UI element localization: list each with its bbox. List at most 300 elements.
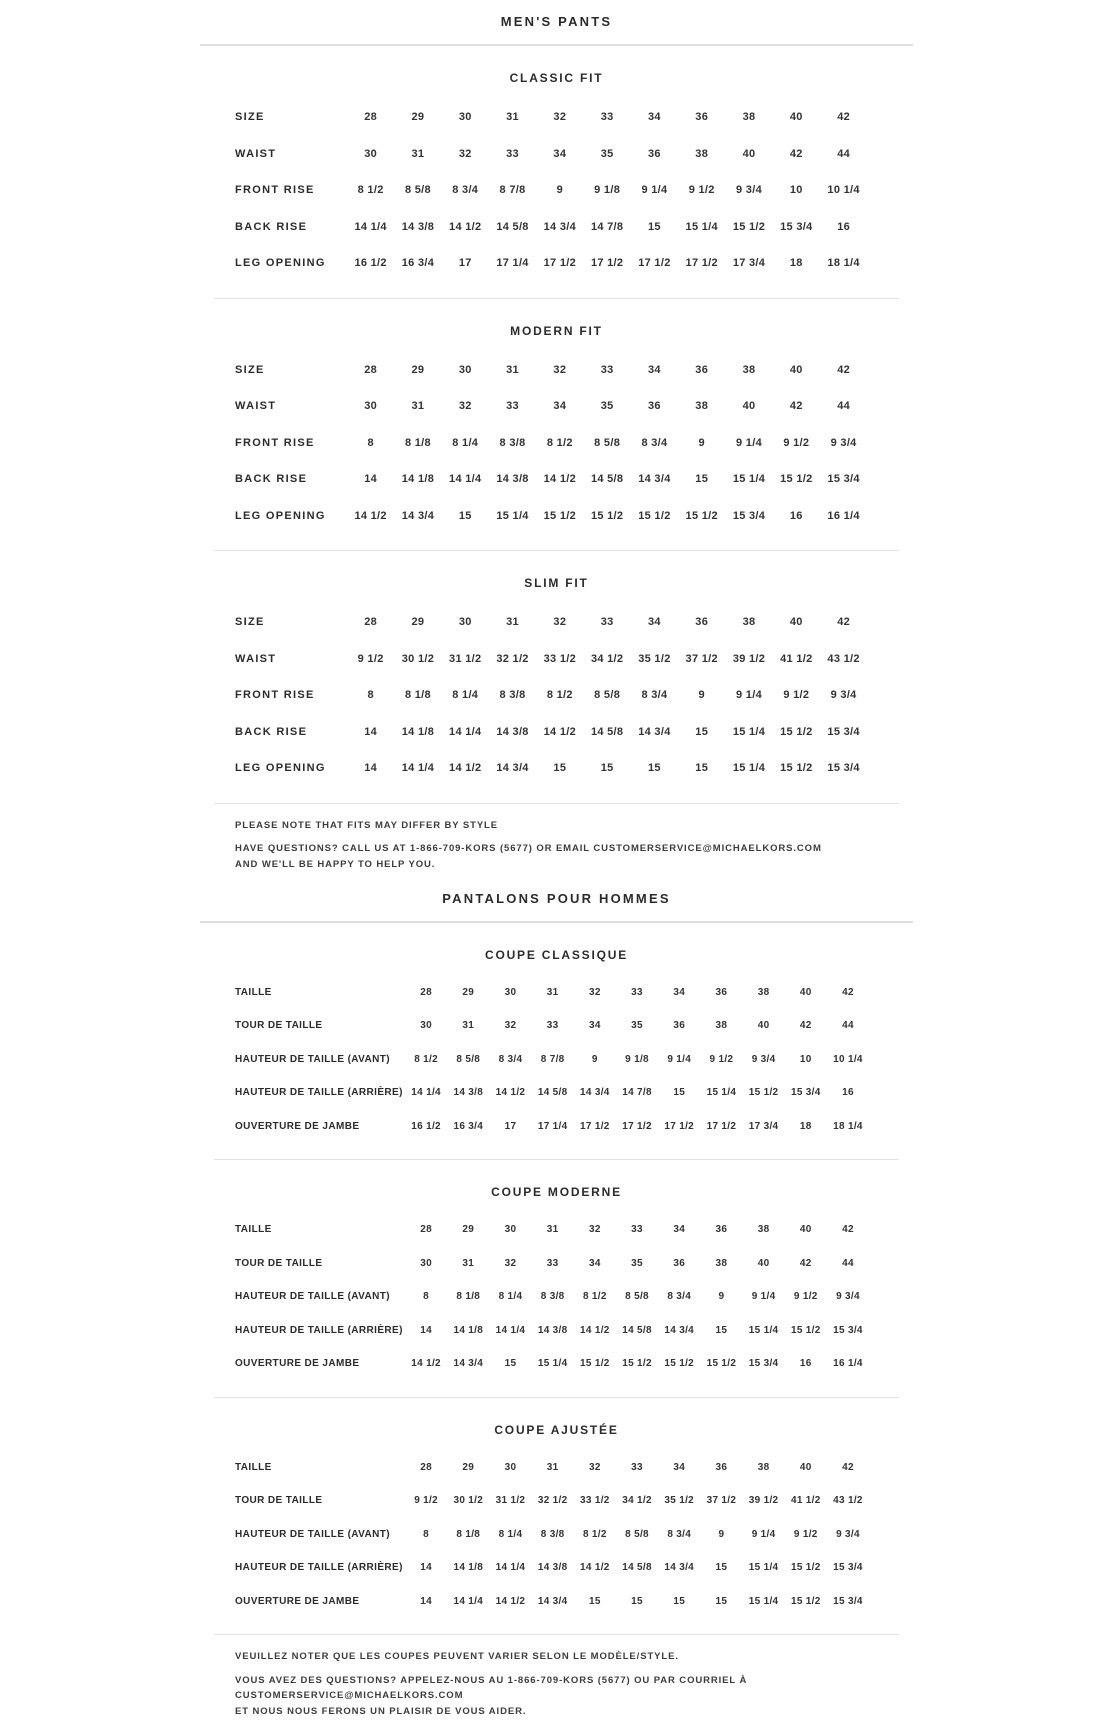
cell-value: 8 1/2 (546, 689, 573, 702)
cell-value: 8 1/4 (452, 436, 479, 449)
cell-value: 30 (504, 1461, 517, 1473)
cell-value: 15 1/2 (543, 509, 577, 522)
cell-value: 44 (837, 147, 851, 160)
cell-value: 40 (742, 147, 756, 160)
cell-value: 8 1/2 (414, 1053, 438, 1065)
cell-value: 15 1/4 (748, 1324, 779, 1336)
cell-value: 34 1/2 (590, 652, 624, 665)
cell-value: 14 7/8 (590, 220, 624, 233)
cell-value: 15 3/4 (748, 1358, 779, 1370)
cell-value: 8 (367, 689, 374, 702)
table-row (235, 245, 913, 282)
cell-value: 14 1/4 (401, 762, 435, 775)
cell-value: 14 5/8 (496, 220, 529, 233)
cell-value: 9 (698, 689, 705, 702)
cell-value: 9 1/2 (357, 652, 384, 665)
cell-value: 31 (506, 111, 519, 124)
cell-value: 17 3/4 (732, 257, 766, 270)
cell-value: 28 (420, 1461, 432, 1473)
cell-value: 33 (546, 1257, 559, 1269)
cell-value: 38 (695, 147, 709, 160)
table-row (235, 1451, 913, 1485)
cell-value: 15 (504, 1358, 517, 1370)
cell-value: 42 (799, 1020, 812, 1032)
cell-value: 31 (546, 1461, 559, 1473)
cell-value: 14 3/4 (543, 220, 577, 233)
cell-value: 34 (673, 1461, 686, 1473)
cell-value: 29 (411, 616, 425, 629)
cell-value: 36 (715, 986, 728, 998)
cell-value: 9 1/2 (783, 436, 810, 449)
cell-value: 44 (837, 400, 851, 413)
cell-value: 15 3/4 (827, 473, 860, 486)
cell-value: 34 (673, 1224, 686, 1236)
cell-value: 17 1/2 (580, 1120, 610, 1132)
cell-value: 29 (411, 111, 425, 124)
table-row (235, 976, 913, 1010)
row-label: TOUR DE TAILLE (235, 1257, 323, 1269)
cell-value: 16 (837, 220, 851, 233)
cell-value: 37 1/2 (685, 652, 718, 665)
fit-section (200, 1160, 913, 1397)
cell-value: 8 1/8 (404, 436, 431, 449)
cell-value: 15 (631, 1595, 643, 1607)
cell-value: 40 (799, 986, 812, 998)
table-row (235, 604, 913, 641)
row-label: OUVERTURE DE JAMBE (235, 1595, 360, 1607)
row-label: OUVERTURE DE JAMBE (235, 1358, 360, 1370)
cell-value: 15 1/2 (706, 1358, 737, 1370)
cell-value: 36 (648, 147, 661, 160)
cell-value: 14 5/8 (590, 473, 624, 486)
cell-value: 14 3/4 (401, 509, 435, 522)
cell-value: 33 (600, 616, 614, 629)
cell-value: 15 3/4 (790, 1087, 821, 1099)
cell-value: 15 (553, 762, 567, 775)
cell-value: 30 (420, 1257, 432, 1269)
table-row (235, 172, 913, 209)
cell-value: 32 (553, 363, 567, 376)
cell-value: 18 (799, 1120, 812, 1132)
table-row (235, 1247, 913, 1281)
cell-value: 16 3/4 (401, 257, 435, 270)
cell-value: 14 3/8 (496, 725, 529, 738)
cell-value: 15 1/2 (780, 762, 813, 775)
cell-value: 31 (546, 986, 559, 998)
cell-value: 9 (698, 436, 705, 449)
cell-value: 15 1/2 (780, 473, 813, 486)
cell-value: 16 (799, 1358, 812, 1370)
table-row (235, 1043, 913, 1077)
cell-value: 41 1/2 (780, 652, 813, 665)
cell-value: 36 (695, 616, 709, 629)
cell-value: 35 (600, 400, 614, 413)
cell-value: 16 1/2 (411, 1120, 441, 1132)
cell-value: 16 1/4 (827, 509, 860, 522)
cell-value: 8 3/4 (641, 436, 668, 449)
cell-value: 14 (420, 1324, 432, 1336)
cell-value: 8 (367, 436, 374, 449)
cell-value: 17 1/2 (638, 257, 671, 270)
cell-value: 14 5/8 (537, 1087, 568, 1099)
cell-value: 15 3/4 (833, 1324, 863, 1336)
cell-value: 14 1/4 (449, 725, 482, 738)
cell-value: 17 1/4 (537, 1120, 568, 1132)
cell-value: 15 3/4 (827, 762, 860, 775)
section-title: SLIM FIT (524, 576, 589, 590)
cell-value: 9 1/4 (751, 1291, 776, 1303)
cell-value: 8 1/2 (582, 1291, 607, 1303)
table-row (235, 1585, 913, 1619)
section-title: CLASSIC FIT (509, 71, 604, 85)
size-guide-page (200, 0, 913, 1730)
cell-value: 9 1/2 (793, 1528, 818, 1540)
fit-note: PLEASE NOTE THAT FITS MAY DIFFER BY STYLE (235, 819, 498, 831)
english-size-charts (200, 46, 913, 804)
cell-value: 32 (504, 1020, 517, 1032)
table-row (235, 425, 913, 462)
cell-value: 14 3/4 (638, 725, 671, 738)
table-row (235, 1213, 913, 1247)
cell-value: 34 (648, 111, 661, 124)
cell-value: 14 1/8 (453, 1562, 484, 1574)
cell-value: 8 1/2 (546, 436, 573, 449)
cell-value: 35 (631, 1257, 643, 1269)
cell-value: 14 3/4 (453, 1358, 484, 1370)
row-label: TAILLE (235, 1461, 272, 1473)
cell-value: 15 3/4 (732, 509, 766, 522)
cell-value: 33 1/2 (543, 652, 577, 665)
row-label: SIZE (235, 616, 265, 629)
cell-value: 15 1/4 (496, 509, 529, 522)
cell-value: 10 1/4 (827, 184, 860, 197)
cell-value: 33 (546, 1020, 559, 1032)
cell-value: 14 1/2 (449, 762, 482, 775)
cell-value: 30 (364, 400, 378, 413)
cell-value: 8 1/8 (456, 1291, 481, 1303)
cell-value: 14 3/4 (664, 1324, 695, 1336)
fit-note: VEUILLEZ NOTER QUE LES COUPES PEUVENT VARIER SELON LE MODÈLE/STYLE. (235, 1651, 679, 1663)
cell-value: 28 (420, 986, 432, 998)
row-label: BACK RISE (235, 725, 308, 738)
row-label: HAUTEUR DE TAILLE (ARRIÈRE) (235, 1324, 403, 1336)
cell-value: 14 (420, 1562, 432, 1574)
cell-value: 34 (588, 1257, 601, 1269)
table-row (235, 1280, 913, 1314)
row-label: LEG OPENING (235, 762, 326, 775)
cell-value: 28 (364, 363, 378, 376)
table-row (235, 714, 913, 751)
row-label: WAIST (235, 147, 277, 160)
cell-value: 8 3/4 (641, 689, 668, 702)
contact-note-line: ET NOUS NOUS FERONS UN PLAISIR DE VOUS AIDER. (235, 1706, 527, 1718)
table-row (235, 99, 913, 136)
section-title: COUPE AJUSTÉE (494, 1422, 619, 1437)
cell-value: 15 1/4 (732, 762, 766, 775)
cell-value: 9 3/4 (830, 689, 857, 702)
cell-value: 15 (673, 1087, 686, 1099)
cell-value: 15 (600, 762, 614, 775)
cell-value: 30 (420, 1020, 432, 1032)
contact-note-line: AND WE'LL BE HAPPY TO HELP YOU. (235, 858, 436, 870)
cell-value: 40 (742, 400, 756, 413)
cell-value: 30 (458, 616, 472, 629)
cell-value: 10 (789, 184, 803, 197)
row-label: HAUTEUR DE TAILLE (AVANT) (235, 1291, 390, 1303)
cell-value: 14 (420, 1595, 432, 1607)
cell-value: 16 1/4 (833, 1358, 863, 1370)
row-label: TOUR DE TAILLE (235, 1495, 323, 1507)
cell-value: 8 3/4 (667, 1528, 692, 1540)
cell-value: 31 1/2 (449, 652, 482, 665)
cell-value: 9 1/2 (688, 184, 715, 197)
cell-value: 30 1/2 (401, 652, 435, 665)
table-row (235, 677, 913, 714)
cell-value: 40 (799, 1224, 812, 1236)
cell-value: 17 1/2 (685, 257, 718, 270)
cell-value: 15 (673, 1595, 686, 1607)
cell-value: 14 1/4 (453, 1595, 484, 1607)
cell-value: 28 (420, 1224, 432, 1236)
cell-value: 35 (631, 1020, 643, 1032)
table-row (235, 1110, 913, 1144)
cell-value: 8 3/4 (498, 1053, 523, 1065)
cell-value: 42 (799, 1257, 812, 1269)
cell-value: 42 (842, 1461, 854, 1473)
cell-value: 17 3/4 (748, 1120, 779, 1132)
cell-value: 31 (462, 1020, 475, 1032)
cell-value: 32 (458, 147, 472, 160)
cell-value: 9 1/4 (736, 689, 762, 702)
cell-value: 31 (462, 1257, 475, 1269)
fit-section (200, 923, 913, 1160)
fit-section (200, 1398, 913, 1635)
cell-value: 14 1/4 (354, 220, 387, 233)
cell-value: 33 (631, 1461, 643, 1473)
cell-value: 8 3/8 (540, 1291, 565, 1303)
cell-value: 15 (648, 220, 661, 233)
row-label: LEG OPENING (235, 509, 326, 522)
row-label: OUVERTURE DE JAMBE (235, 1120, 360, 1132)
cell-value: 39 1/2 (732, 652, 766, 665)
cell-value: 17 1/2 (622, 1120, 652, 1132)
cell-value: 8 5/8 (404, 184, 431, 197)
cell-value: 28 (364, 111, 378, 124)
cell-value: 32 (588, 1224, 601, 1236)
cell-value: 18 1/4 (827, 257, 860, 270)
cell-value: 40 (757, 1020, 770, 1032)
cell-value: 31 1/2 (495, 1495, 526, 1507)
cell-value: 29 (462, 1461, 475, 1473)
cell-value: 9 (718, 1291, 725, 1303)
contact-note-line: HAVE QUESTIONS? CALL US AT 1-866-709-KORS (5677) OR EMAIL CUSTOMERSERVICE@MICHAELKORS.COM (235, 843, 822, 855)
cell-value: 8 1/4 (498, 1528, 523, 1540)
cell-value: 42 (842, 986, 854, 998)
row-label: TOUR DE TAILLE (235, 1020, 323, 1032)
cell-value: 14 3/4 (580, 1087, 610, 1099)
cell-value: 33 (506, 400, 519, 413)
row-label: SIZE (235, 363, 265, 376)
page-title-english: MEN'S PANTS (500, 14, 613, 29)
cell-value: 14 5/8 (622, 1324, 652, 1336)
cell-value: 32 (588, 986, 601, 998)
cell-value: 31 (506, 616, 519, 629)
cell-value: 15 1/2 (685, 509, 718, 522)
cell-value: 40 (757, 1257, 770, 1269)
cell-value: 38 (742, 363, 756, 376)
cell-value: 9 1/8 (594, 184, 621, 197)
size-table (200, 1213, 913, 1397)
cell-value: 33 (506, 147, 519, 160)
cell-value: 36 (695, 363, 709, 376)
cell-value: 14 1/4 (495, 1324, 526, 1336)
cell-value: 30 (458, 363, 472, 376)
cell-value: 39 1/2 (748, 1495, 779, 1507)
cell-value: 8 7/8 (499, 184, 526, 197)
table-row (235, 1484, 913, 1518)
row-label: LEG OPENING (235, 257, 326, 270)
cell-value: 40 (789, 111, 803, 124)
cell-value: 10 (799, 1053, 812, 1065)
cell-value: 15 1/4 (732, 473, 766, 486)
cell-value: 31 (546, 1224, 559, 1236)
table-row (235, 641, 913, 678)
cell-value: 8 1/8 (404, 689, 431, 702)
table-row (235, 1551, 913, 1585)
row-label: HAUTEUR DE TAILLE (AVANT) (235, 1528, 390, 1540)
cell-value: 40 (799, 1461, 812, 1473)
cell-value: 35 1/2 (664, 1495, 695, 1507)
cell-value: 14 1/4 (495, 1562, 526, 1574)
cell-value: 29 (462, 1224, 475, 1236)
cell-value: 17 (458, 257, 472, 270)
cell-value: 8 7/8 (540, 1053, 565, 1065)
cell-value: 16 3/4 (453, 1120, 484, 1132)
row-label: TAILLE (235, 986, 272, 998)
cell-value: 8 3/8 (540, 1528, 565, 1540)
cell-value: 32 (553, 616, 567, 629)
cell-value: 15 1/2 (790, 1324, 821, 1336)
cell-value: 15 1/2 (790, 1595, 821, 1607)
cell-value: 14 (364, 725, 378, 738)
cell-value: 15 (715, 1562, 728, 1574)
table-row (235, 388, 913, 425)
row-label: FRONT RISE (235, 689, 315, 702)
cell-value: 14 3/4 (496, 762, 529, 775)
cell-value: 14 3/4 (638, 473, 671, 486)
cell-value: 34 (553, 400, 567, 413)
size-table (200, 1451, 913, 1635)
cell-value: 9 1/4 (751, 1528, 776, 1540)
table-row (235, 209, 913, 246)
cell-value: 36 (648, 400, 661, 413)
cell-value: 15 (715, 1595, 728, 1607)
page-title-french: PANTALONS POUR HOMMES (442, 890, 671, 906)
cell-value: 35 (600, 147, 614, 160)
cell-value: 33 1/2 (580, 1495, 610, 1507)
cell-value: 8 5/8 (594, 436, 621, 449)
cell-value: 17 1/2 (706, 1120, 737, 1132)
cell-value: 8 1/4 (498, 1291, 523, 1303)
size-table (200, 352, 913, 551)
cell-value: 36 (673, 1257, 686, 1269)
cell-value: 15 1/2 (590, 509, 624, 522)
cell-value: 15 1/2 (790, 1562, 821, 1574)
cell-value: 34 1/2 (622, 1495, 652, 1507)
cell-value: 9 3/4 (836, 1291, 860, 1303)
fit-section (200, 299, 913, 551)
fit-section (200, 551, 913, 803)
cell-value: 8 1/2 (582, 1528, 607, 1540)
cell-value: 15 3/4 (827, 725, 860, 738)
cell-value: 15 (588, 1595, 601, 1607)
cell-value: 10 1/4 (833, 1053, 863, 1065)
cell-value: 33 (631, 1224, 643, 1236)
cell-value: 44 (842, 1257, 854, 1269)
row-label: FRONT RISE (235, 436, 315, 449)
cell-value: 41 1/2 (790, 1495, 821, 1507)
row-label: FRONT RISE (235, 184, 315, 197)
cell-value: 14 1/2 (543, 725, 577, 738)
cell-value: 36 (695, 111, 709, 124)
cell-value: 15 3/4 (833, 1595, 863, 1607)
cell-value: 14 5/8 (590, 725, 624, 738)
cell-value: 8 5/8 (456, 1053, 481, 1065)
section-title: COUPE CLASSIQUE (484, 947, 628, 962)
cell-value: 38 (757, 1224, 770, 1236)
cell-value: 32 (504, 1257, 517, 1269)
cell-value: 9 (556, 184, 564, 197)
table-row (235, 1009, 913, 1043)
cell-value: 42 (837, 111, 851, 124)
cell-value: 15 1/2 (780, 725, 813, 738)
cell-value: 28 (364, 616, 378, 629)
cell-value: 18 1/4 (833, 1120, 863, 1132)
row-label: BACK RISE (235, 473, 308, 486)
fit-section (200, 46, 913, 298)
cell-value: 42 (837, 616, 851, 629)
row-label: HAUTEUR DE TAILLE (ARRIÈRE) (235, 1087, 403, 1099)
cell-value: 8 3/4 (452, 184, 479, 197)
cell-value: 38 (715, 1257, 728, 1269)
cell-value: 17 1/2 (543, 257, 577, 270)
cell-value: 34 (588, 1020, 601, 1032)
cell-value: 9 1/4 (736, 436, 762, 449)
cell-value: 8 1/2 (357, 184, 384, 197)
cell-value: 14 1/8 (401, 473, 435, 486)
cell-value: 32 (458, 400, 472, 413)
cell-value: 9 3/4 (736, 184, 762, 197)
table-row (235, 498, 913, 535)
contact-note-line: VOUS AVEZ DES QUESTIONS? APPELEZ-NOUS AU 1-866-709-KORS (5677) OU PAR COURRIEL À CUSTOMERSERVICE@MICHAELKORS.COM (235, 1674, 748, 1702)
cell-value: 15 (695, 762, 709, 775)
cell-value: 42 (789, 147, 803, 160)
cell-value: 14 1/4 (449, 473, 482, 486)
cell-value: 44 (842, 1020, 854, 1032)
cell-value: 9 1/2 (783, 689, 810, 702)
cell-value: 29 (411, 363, 425, 376)
cell-value: 33 (600, 111, 614, 124)
cell-value: 34 (648, 363, 661, 376)
cell-value: 8 3/4 (667, 1291, 692, 1303)
cell-value: 33 (631, 986, 643, 998)
cell-value: 9 1/4 (667, 1053, 692, 1065)
cell-value: 38 (715, 1020, 728, 1032)
english-notes (200, 804, 913, 883)
cell-value: 15 1/4 (732, 725, 766, 738)
cell-value: 8 5/8 (594, 689, 621, 702)
table-row (235, 1518, 913, 1552)
